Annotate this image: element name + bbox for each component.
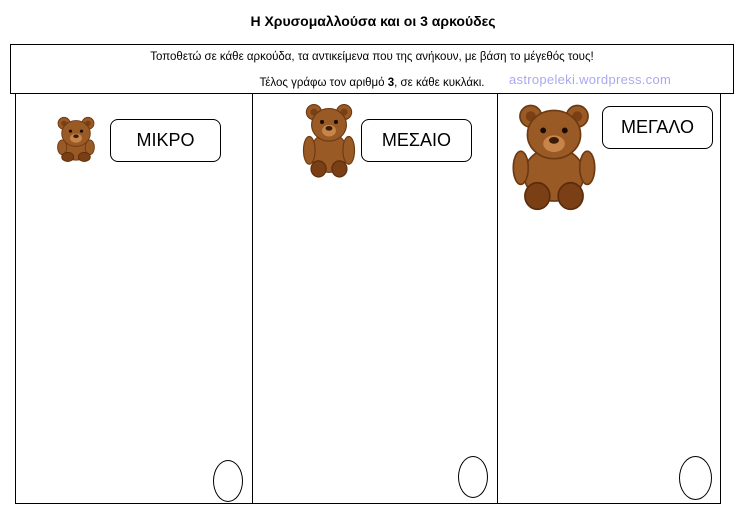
instruction-line-2-start: Τέλος γράφω τον αριθμό (259, 77, 388, 89)
small-bear-icon (52, 116, 100, 162)
answer-circle-medium[interactable] (458, 456, 488, 498)
large-bear-icon (512, 103, 596, 211)
watermark-text: astropeleki.wordpress.com (509, 72, 672, 87)
answer-circle-large[interactable] (679, 456, 712, 500)
column-divider-1 (252, 94, 253, 503)
medium-bear-icon (300, 102, 358, 179)
label-small: ΜΙΚΡΟ (110, 119, 221, 162)
instruction-line-1: Τοποθετώ σε κάθε αρκούδα, τα αντικείμενα που της ανήκουν, με βάση το μέγεθός τους! (150, 51, 594, 63)
answer-circle-small[interactable] (213, 460, 243, 502)
instruction-number: 3 (387, 77, 395, 89)
label-medium: ΜΕΣΑΙΟ (361, 119, 472, 162)
instruction-line-2-end: , σε κάθε κυκλάκι. (394, 77, 485, 89)
column-divider-2 (497, 94, 498, 503)
label-large: ΜΕΓΑΛΟ (602, 106, 713, 149)
worksheet-title: Η Χρυσομαλλούσα και οι 3 αρκούδες (250, 13, 496, 29)
